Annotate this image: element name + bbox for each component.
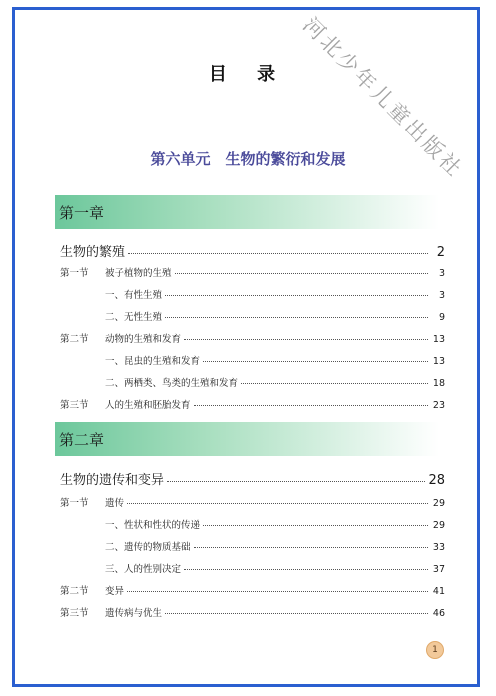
toc-entry-label: 遗传 [105,498,125,509]
toc-entry-label: 遗传病与优生 [105,608,163,619]
leader-dots [203,361,428,362]
toc-page-number: 13 [432,356,445,367]
chapter-label: 第二章 [59,431,105,449]
toc-section-number: 第三节 [60,608,89,619]
toc-entry-subsection[interactable] [60,287,445,301]
toc-entry-label: 一、性状和性状的传递 [105,520,201,531]
toc-page-number: 29 [432,520,445,531]
toc-section-number: 第二节 [60,586,89,597]
toc-entry-label: 人的生殖和胚胎发育 [105,400,191,411]
toc-page-number: 33 [432,542,445,553]
toc-entry-label: 生物的繁殖 [60,245,126,260]
chapter-heading-2 [55,422,439,456]
toc-section-number: 第二节 [60,334,89,345]
leader-dots [127,591,428,592]
toc-entry-major[interactable] [60,469,445,488]
toc-entry-subsection[interactable] [60,539,445,553]
toc-page-number: 3 [438,290,445,301]
unit-title: 第六单元 生物的繁衍和发展 [150,150,346,168]
toc-page-number: 23 [432,400,445,411]
toc-entry-label: 一、昆虫的生殖和发育 [105,356,201,367]
toc-entry-section[interactable] [60,331,445,345]
leader-dots [128,253,428,254]
toc-page-number: 28 [428,473,445,488]
toc-entry-label: 三、人的性别决定 [105,564,182,575]
toc-page-number: 41 [432,586,445,597]
toc-entry-label: 一、有性生殖 [105,290,163,301]
toc-entry-section[interactable] [60,583,445,597]
leader-dots [165,317,428,318]
toc-entry-label: 被子植物的生殖 [105,268,172,279]
toc-section-number: 第三节 [60,400,89,411]
leader-dots [184,569,428,570]
leader-dots [175,273,428,274]
toc-page-number: 9 [438,312,445,323]
leader-dots [167,481,425,482]
toc-entry-label: 变异 [105,586,125,597]
toc-entry-major[interactable] [60,241,445,260]
chapter-label: 第一章 [59,204,105,222]
toc-entry-subsection[interactable] [60,561,445,575]
toc-page-number: 18 [432,378,445,389]
leader-dots [194,405,428,406]
leader-dots [203,525,428,526]
toc-page-number: 3 [438,268,445,279]
toc-entry-section[interactable] [60,265,445,279]
toc-entry-subsection[interactable] [60,517,445,531]
leader-dots [165,613,428,614]
leader-dots [127,503,428,504]
toc-entry-label: 生物的遗传和变异 [60,473,165,488]
toc-entry-label: 二、无性生殖 [105,312,163,323]
toc-entry-section[interactable] [60,397,445,411]
toc-entry-label: 动物的生殖和发育 [105,334,182,345]
toc-page-number: 46 [432,608,445,619]
page-number-badge: 1 [426,641,444,659]
toc-section-number: 第一节 [60,498,89,509]
leader-dots [241,383,428,384]
leader-dots [194,547,428,548]
chapter-heading-1 [55,195,439,229]
toc-page-number: 2 [436,245,445,260]
toc-section-number: 第一节 [60,268,89,279]
leader-dots [165,295,428,296]
publisher-watermark: 河北少年儿童出版社 [298,12,468,183]
toc-entry-section[interactable] [60,605,445,619]
toc-entry-subsection[interactable] [60,353,445,367]
toc-entry-subsection[interactable] [60,375,445,389]
toc-entry-label: 二、遗传的物质基础 [105,542,191,553]
toc-entry-section[interactable] [60,495,445,509]
leader-dots [184,339,428,340]
page-title: 目 录 [208,64,288,85]
toc-page-number: 13 [432,334,445,345]
toc-entry-subsection[interactable] [60,309,445,323]
toc-page-number: 37 [432,564,445,575]
toc-entry-label: 二、两栖类、鸟类的生殖和发育 [105,378,239,389]
toc-page-number: 29 [432,498,445,509]
